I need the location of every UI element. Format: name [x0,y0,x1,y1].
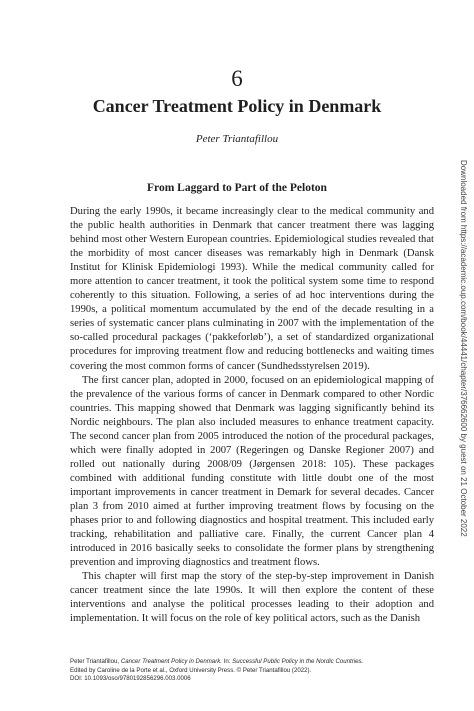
citation-footer [70,658,434,684]
footer-in: In: [221,658,233,665]
chapter-number: 6 [231,66,243,91]
download-watermark-text: Downloaded from https://academic.oup.com/book/44441/chapter/376662600 by guest on 21 October 2022 [459,160,468,537]
footer-book-title: Successful Public Policy in the Nordic Countries. [232,658,364,665]
footer-doi: DOI: 10.1093/oso/9780192856296.003.0006 [70,675,191,683]
section-heading: From Laggard to Part of the Peloton [147,182,327,194]
body-paragraph-1: During the early 1990s, it became increasingly clear to the medical community and the public health authorities in Denmark that cancer treatment there was lagging behind most other Western European countries. Epidemiological studies revealed that the morbidity of most cancer diseases was remarkably high in Denmark (Dansk Institut for Klinisk Epidemiologi 1993). While the medical community called for more attention to cancer treatment, it took the political system some time to respond coherently to this situation. Following, a series of ad hoc interventions during the 1990s, a political momentum accumulated by the end of the decade resulting in a series of systematic cancer plans culminating in 2007 with the implementation of the so-called procedural packages (‘pakkeforløb’), a set of standardized organizational procedures for improving treatment flow and reducing bottlenecks and waiting times covering the most common forms of cancer (Sundhedsstyrelsen 2019). [70,206,434,372]
footer-author: Peter Triantafillou, [70,658,121,665]
footer-line-1 [70,658,434,667]
chapter-title: Cancer Treatment Policy in Denmark [92,96,382,116]
footer-line-2: Edited by Caroline de la Porte et al., Oxford University Press. © Peter Triantafillou (2022). [70,666,312,674]
footer-chapter-title: Cancer Treatment Policy in Denmark. [120,658,222,665]
download-watermark [456,160,470,580]
body-paragraph-2: The first cancer plan, adopted in 2000, focused on an epidemiological mapping of the prevalence of the various forms of cancer in Denmark compared to other Nordic countries. This mapping showed that Denmark was lagging significantly behind its Nordic neighbours. The plan also included measures to enhance treatment capacity. The second cancer plan from 2005 introduced the notion of the procedural packages, which were finally adopted in 2007 (Regeringen og Danske Regioner 2007) and rolled out nationally during 2008/09 (Jørgensen 2018: 105). These packages combined with additional funding constitute with little doubt one of the most important improvements in cancer treatment in Demark for several decades. Cancer plan 3 from 2010 aimed at further improving treatment flows by focusing on the phases prior to and following diagnostics and hospital treatment. This included early tracking, rehabilitation and palliative care. Finally, the current Cancer plan 4 introduced in 2016 basically seeks to consolidate the former plans by strengthening prevention and improving diagnostics and treatment flows. [70,374,434,569]
chapter-body [70,205,434,626]
body-paragraph-3: This chapter will first map the story of the step-by-step improvement in Danish cancer treatment since the late 1990s. It will then explore the content of these interventions and analyse the political processes leading to their adoption and implementation. It will focus on the role of key political actors, such as the Danish [70,571,434,625]
chapter-author: Peter Triantafillou [195,133,279,145]
